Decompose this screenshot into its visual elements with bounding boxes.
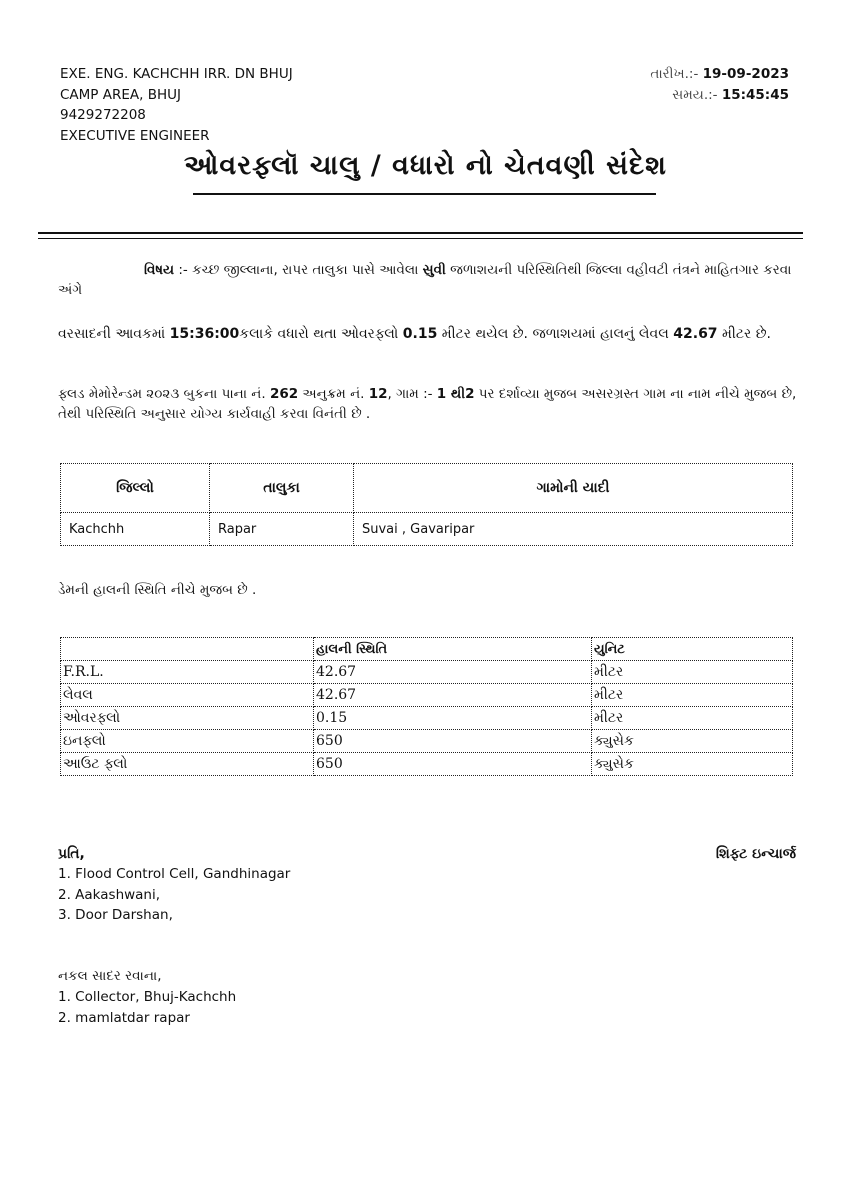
status-table-header xyxy=(61,638,793,661)
date-time-block xyxy=(650,64,789,105)
cell-unit: મીટર xyxy=(592,684,793,707)
cell-parameter: F.R.L. xyxy=(61,661,314,684)
dam-name: સુવી xyxy=(422,262,446,278)
copy-label: નકલ સાદર રવાના, xyxy=(58,968,162,984)
memo-range: 1 થી2 xyxy=(436,386,475,402)
time-value: 15:45:45 xyxy=(721,86,789,103)
subject-text-before: :- કચ્છ જીલ્લાના, રાપર તાલુકા પાસે આવેલા xyxy=(174,262,423,278)
list-item: 2. mamlatdar rapar xyxy=(58,1009,190,1026)
divider-thick xyxy=(38,232,803,234)
title-underline xyxy=(193,193,656,195)
cell-unit: ક્યુસેક xyxy=(592,753,793,776)
rain-text-1: વરસાદની આવકમાં xyxy=(58,326,170,342)
cell-villages: Suvai , Gavaripar xyxy=(354,513,793,546)
table-row xyxy=(61,753,793,776)
list-item: 1. Collector, Bhuj-Kachchh xyxy=(58,989,237,1005)
list-item: 3. Door Darshan, xyxy=(58,907,173,923)
cell-district: Kachchh xyxy=(61,513,210,546)
cell-value: 0.15 xyxy=(314,707,592,730)
rain-text-2: કલાકે વધારો થતા ઓવરફ્લો xyxy=(239,326,403,342)
sender-designation: EXECUTIVE ENGINEER xyxy=(60,127,210,144)
rain-text-3: મીટર થયેલ છે. જળાશયમાં હાલનું લેવલ xyxy=(437,326,674,342)
cell-unit: ક્યુસેક xyxy=(592,730,793,753)
cell-unit: મીટર xyxy=(592,707,793,730)
col-villages: ગામોની યાદી xyxy=(354,464,793,513)
sender-block xyxy=(60,64,293,146)
divider-thin xyxy=(38,238,803,239)
memo-text-4: પર દર્શાવ્યા મુજબ અસરગ્રસ્ત ગામ ના નામ નીચે મુજબ છે, તેથી પરિસ્થિતિ અનુસાર યોગ્ય કાર્યવાહી કરવા વિનંતી છે . xyxy=(58,386,797,422)
list-item: 1. Flood Control Cell, Gandhinagar xyxy=(58,866,291,882)
sender-office: EXE. ENG. KACHCHH IRR. DN BHUJ xyxy=(60,66,293,82)
recipient-list xyxy=(58,864,290,926)
memo-paragraph xyxy=(58,384,798,424)
rain-overflow: 0.15 xyxy=(402,326,438,342)
cell-parameter: ઓવરફ્લો xyxy=(61,707,314,730)
rain-text-4: મીટર છે. xyxy=(717,326,772,342)
memo-serial: 12 xyxy=(368,386,388,402)
to-label: પ્રતિ, xyxy=(58,846,85,862)
cell-value: 42.67 xyxy=(314,684,592,707)
page-title: ઓવરફ્લૉ ચાલુ / વધારો નો ચેતવણી સંદેશ xyxy=(184,150,667,181)
copy-recipient-list xyxy=(58,987,236,1028)
rain-time: 15:36:00 xyxy=(169,326,240,342)
date-label: તારીખ.:- xyxy=(650,66,699,82)
table-row xyxy=(61,684,793,707)
date-value: 19-09-2023 xyxy=(702,66,789,82)
shift-incharge-label: શિફ્ટ ઇન્ચાર્જ xyxy=(715,846,796,862)
rain-level: 42.67 xyxy=(673,326,718,342)
table-row xyxy=(61,707,793,730)
time-label: સમય.:- xyxy=(672,86,718,103)
village-table xyxy=(60,463,793,546)
col-district: જિલ્લો xyxy=(61,464,210,513)
subject-label: વિષય xyxy=(144,262,175,278)
memo-text-3: , ગામ :- xyxy=(387,386,437,402)
cell-parameter: આઉટ ફ્લો xyxy=(61,753,314,776)
col-parameter xyxy=(61,638,314,661)
subject-paragraph xyxy=(58,260,798,300)
memo-page: 262 xyxy=(269,386,299,402)
table-row xyxy=(61,661,793,684)
col-current-status: હાલની સ્થિતિ xyxy=(314,638,592,661)
col-unit: યુનિટ xyxy=(592,638,793,661)
subject-text-after: જળાશયની પરિસ્થિતિથી જિલ્લા વહીવટી તંત્રને માહિતગાર કરવા અંગે xyxy=(58,262,792,298)
dam-status-intro: ડેમની હાલની સ્થિતિ નીચે મુજબ છે . xyxy=(58,582,257,598)
dam-status-table xyxy=(60,637,793,776)
sender-phone: 9429272208 xyxy=(60,107,146,123)
memo-text-1: ફ્લડ મેમોરેન્ડમ ૨૦૨૩ બુકના પાના નં. xyxy=(58,386,270,402)
cell-value: 650 xyxy=(314,730,592,753)
table-row xyxy=(61,513,793,546)
cell-unit: મીટર xyxy=(592,661,793,684)
sender-address: CAMP AREA, BHUJ xyxy=(60,86,181,103)
cell-parameter: લેવલ xyxy=(61,684,314,707)
cell-taluka: Rapar xyxy=(210,513,354,546)
memo-text-2: અનુક્રમ નં. xyxy=(298,386,369,402)
col-taluka: તાલુકા xyxy=(210,464,354,513)
cell-value: 650 xyxy=(314,753,592,776)
table-row xyxy=(61,730,793,753)
rain-paragraph xyxy=(58,324,798,344)
cell-value: 42.67 xyxy=(314,661,592,684)
list-item: 2. Aakashwani, xyxy=(58,886,161,903)
cell-parameter: ઇનફ્લો xyxy=(61,730,314,753)
village-table-header xyxy=(61,464,793,513)
